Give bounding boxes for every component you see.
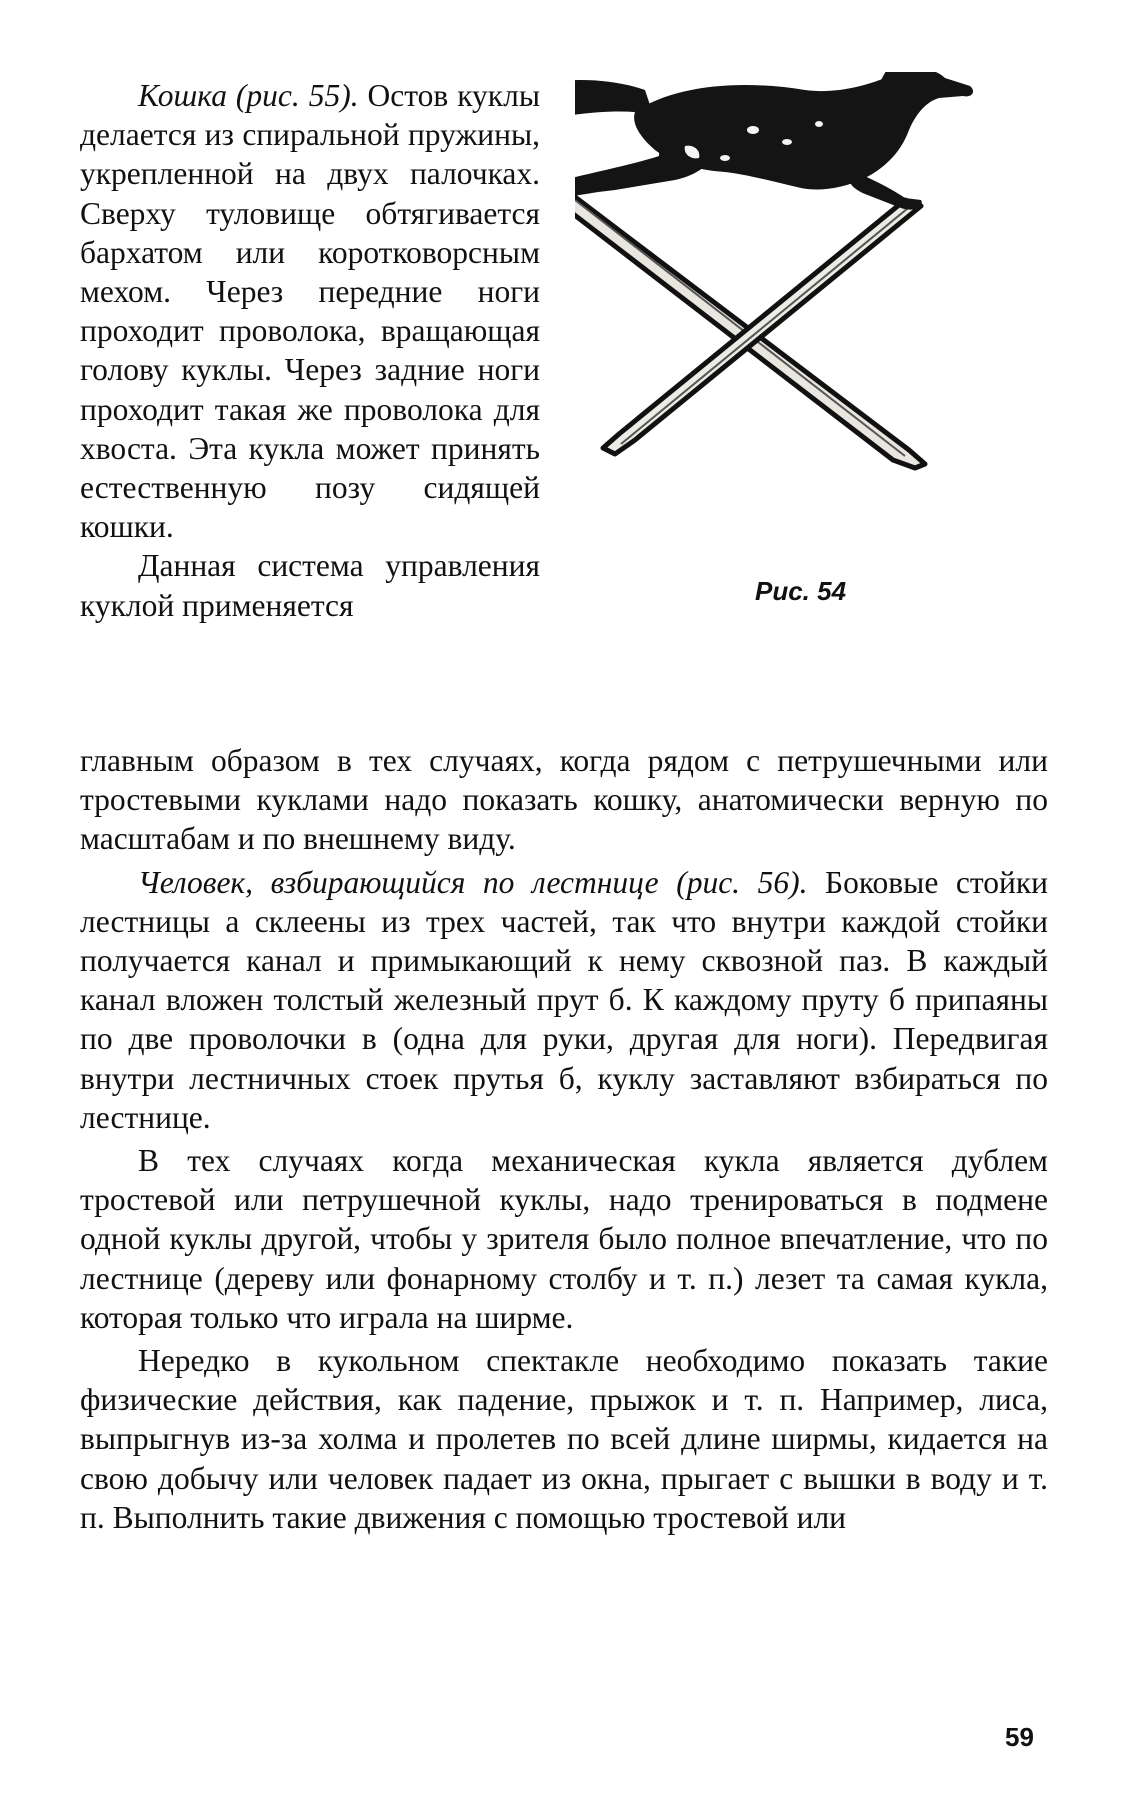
paragraph-double: В тех случаях когда механическая кукла является дублем тростевой или петрушечной куклы, надо тренироваться в подмене одной куклы другой, чтобы у зрителя было полное впечатление, что по лестнице (дереву или фонарному столбу и т. п.) лезет та самая кукла, которая только что играла на ширме.	[80, 1143, 1048, 1335]
paragraph-cat	[80, 76, 540, 546]
figure-54	[575, 72, 1055, 562]
paragraph-ladder	[80, 863, 1048, 1137]
paragraph-actions: Нередко в кукольном спектакле необходимо показать такие физические действия, как падение, прыжок и т. п. Например, лиса, выпрыгнув из-за холма и пролетев по всей длине ширмы, кидается на свою добычу или человек падает из окна, прыгает с вышки в воду и т. п. Выполнить такие движения с помощью тростевой или	[80, 1343, 1048, 1535]
fox-figure	[575, 72, 973, 210]
top-text-column	[80, 76, 540, 625]
paragraph-system-cont: главным образом в тех случаях, когда рядом с петрушечными или тростевыми куклами надо показать кошку, анатомически верную по масштабам и по внешнему виду.	[80, 743, 1048, 857]
paragraph-body: Боковые стойки лестницы а склеены из трех частей, так что внутри каждой стойки получается канал и примыкающий к нему сквозной паз. В каждый канал вложен толстый железный прут б. К каждому пруту б припаяны по две проволочки в (одна для руки, другая для ноги). Передвигая внутри лестничных стоек прутья б, куклу заставляют взбираться по лестнице.	[80, 864, 1048, 1135]
figure-caption: Рис. 54	[755, 576, 847, 606]
paragraph-lead: Кошка (рис. 55).	[138, 78, 359, 113]
page-number: 59	[1005, 1722, 1034, 1752]
main-text	[80, 741, 1048, 1537]
paragraph-lead: Человек, взбирающийся по лестнице (рис. 56).	[138, 864, 808, 900]
fox-puppet-illustration	[575, 72, 1055, 532]
puppet-rods	[575, 194, 925, 468]
paragraph-system-start: Данная система управления куклой применяется	[80, 548, 540, 623]
paragraph-body: Остов куклы делается из спиральной пружины, укрепленной на двух палочках. Сверху туловище обтягивается бархатом или коротковорсным мехом. Через передние ноги проходит проволока, вращающая голову куклы. Через задние ноги проходит такая же проволока для хвоста. Эта кукла может принять естественную позу сидящей кошки.	[80, 78, 540, 545]
